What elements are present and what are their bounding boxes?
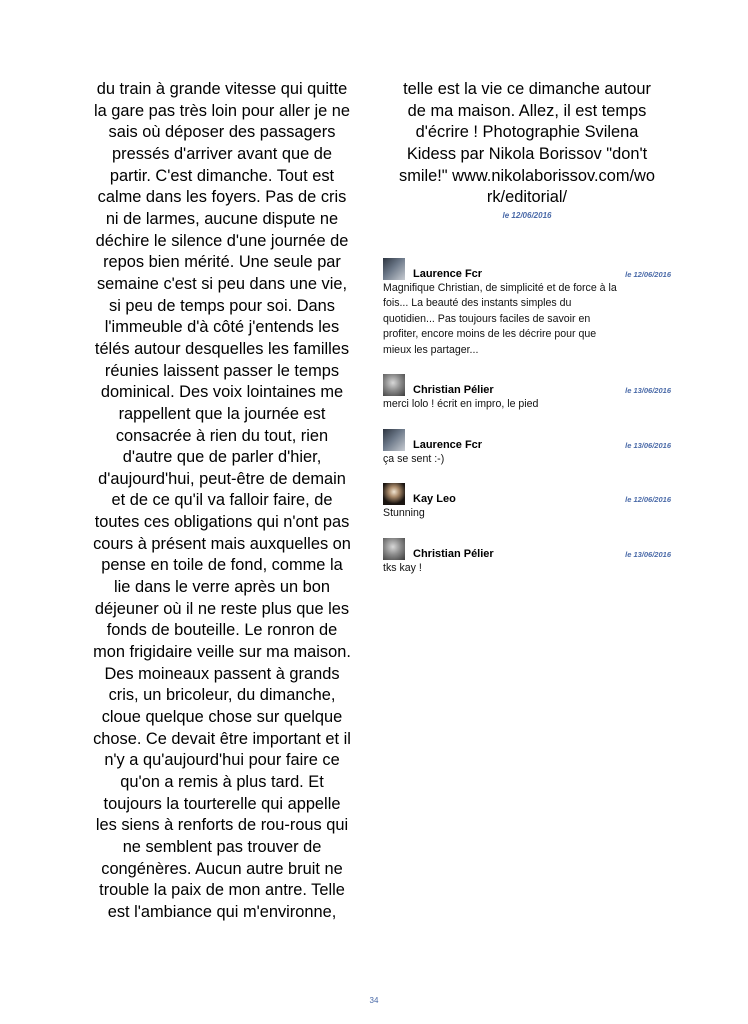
text-line: qu'on a remis à plus tard. Et xyxy=(120,773,324,791)
text-line: toujours la tourterelle qui appelle xyxy=(103,794,341,813)
comment xyxy=(383,374,671,413)
comments-list xyxy=(383,258,671,577)
text-line: du train à grande vitesse qui quitte xyxy=(96,80,348,98)
avatar[interactable] xyxy=(383,429,405,451)
text-line: repos bien mérité. Une seule par xyxy=(103,253,341,272)
text-line: l'immeuble d'à côté j'entends les xyxy=(104,318,340,337)
avatar[interactable] xyxy=(383,538,405,560)
comment-line: Stunning xyxy=(383,507,425,520)
post-text-line: d'écrire ! Photographie Svilena xyxy=(415,123,639,142)
post-text xyxy=(383,79,671,209)
post-text-line: de ma maison. Allez, il est temps xyxy=(407,101,647,120)
post-text-line: smile!" www.nikolaborissov.com/wo xyxy=(399,166,655,185)
text-line: sais où déposer des passagers xyxy=(108,123,336,142)
text-line: pense en toile de fond, comme la xyxy=(101,556,343,575)
post-text-line: rk/editorial/ xyxy=(486,188,568,207)
text-line: Des moineaux passent à grands xyxy=(104,664,340,683)
text-line: mon frigidaire veille sur ma maison. xyxy=(93,643,351,662)
comment xyxy=(383,538,671,577)
comment-author[interactable]: Christian Pélier xyxy=(413,547,494,560)
comment-header xyxy=(383,258,671,280)
comment-line: ça se sent :-) xyxy=(383,452,445,465)
text-line: pressés d'arriver avant que de xyxy=(112,144,332,163)
text-line: cours à présent mais auxquelles on xyxy=(93,534,351,553)
text-line: n'y a qu'aujourd'hui pour faire ce xyxy=(104,751,340,770)
text-line: réunies laissent passer le temps xyxy=(104,361,340,380)
comment-body xyxy=(383,452,671,468)
text-line: lie dans le verre après un bon xyxy=(114,578,330,597)
comment-line: Magnifique Christian, de simplicité et de force à la xyxy=(383,281,617,294)
text-line: chose. Ce devait être important et il xyxy=(93,729,351,748)
text-line: télés autour desquelles les familles xyxy=(94,339,350,358)
comment-date: le 13/06/2016 xyxy=(625,549,671,559)
text-line: déchire le silence d'une journée de xyxy=(95,231,349,250)
text-line: est l'ambiance qui m'environne, xyxy=(107,902,337,921)
text-line: trouble la paix de mon antre. Telle xyxy=(99,881,345,900)
comment-body xyxy=(383,506,671,522)
post-text-line: telle est la vie ce dimanche autour xyxy=(403,80,651,98)
comment-header xyxy=(383,483,671,505)
text-line: partir. C'est dimanche. Tout est xyxy=(109,166,335,185)
comment-author[interactable]: Kay Leo xyxy=(413,493,456,506)
text-line: et de ce qu'il va falloir faire, de xyxy=(111,491,333,510)
comment-line: quotidien... Pas toujours faciles de savoir en xyxy=(383,312,591,325)
text-line: toutes ces obligations qui n'ont pas xyxy=(94,513,350,532)
comment-author[interactable]: Laurence Fcr xyxy=(413,438,483,451)
comment-date: le 13/06/2016 xyxy=(625,440,671,450)
main-text-column xyxy=(76,79,368,924)
post-text-line: Kidess par Nikola Borissov "don't xyxy=(406,144,648,163)
text-line: consacrée à rien du tout, rien xyxy=(115,426,329,445)
post-column xyxy=(383,79,671,592)
comment-body xyxy=(383,397,671,413)
text-line: ne semblent pas trouver de xyxy=(122,837,322,856)
avatar[interactable] xyxy=(383,374,405,396)
comment-author[interactable]: Christian Pélier xyxy=(413,384,494,397)
comment-body xyxy=(383,281,671,359)
text-line: cloue quelque chose sur quelque xyxy=(101,708,343,727)
comment xyxy=(383,258,671,359)
comment-header xyxy=(383,374,671,396)
comment xyxy=(383,483,671,522)
comment-date: le 12/06/2016 xyxy=(625,495,671,505)
comment-line: profiter, encore moins de les décrire pour que xyxy=(383,328,597,341)
comment-line: tks kay ! xyxy=(383,561,422,574)
text-line: rappellent que la journée est xyxy=(118,404,326,423)
comment-line: merci lolo ! écrit en impro, le pied xyxy=(383,398,539,411)
text-line: semaine c'est si peu dans une vie, xyxy=(96,274,348,293)
comment-body xyxy=(383,561,671,577)
text-line: dominical. Des voix lointaines me xyxy=(100,383,344,402)
text-line: congénères. Aucun autre bruit ne xyxy=(101,859,343,878)
text-line: d'autre que de parler d'hier, xyxy=(122,448,322,467)
text-line: les siens à renforts de rou-rous qui xyxy=(95,816,349,835)
post-date: le 12/06/2016 xyxy=(502,210,552,220)
comment xyxy=(383,429,671,468)
text-line: la gare pas très loin pour aller je ne xyxy=(93,101,351,120)
avatar[interactable] xyxy=(383,483,405,505)
avatar[interactable] xyxy=(383,258,405,280)
comment-header xyxy=(383,429,671,451)
comment-date: le 12/06/2016 xyxy=(625,269,671,279)
text-line: ni de larmes, aucune dispute ne xyxy=(105,209,339,228)
text-line: cris, un bricoleur, du dimanche, xyxy=(108,686,336,705)
comment-date: le 13/06/2016 xyxy=(625,386,671,396)
text-line: déjeuner où il ne reste plus que les xyxy=(94,599,350,618)
comment-line: fois... La beauté des instants simples du xyxy=(383,297,572,310)
page-number: 34 xyxy=(369,996,379,1005)
comment-line: mieux les partager... xyxy=(383,343,479,356)
text-line: d'aujourd'hui, peut-être de demain xyxy=(98,469,346,488)
text-line: si peu de temps pour soi. Dans xyxy=(109,296,335,315)
text-line: fonds de bouteille. Le ronron de xyxy=(106,621,338,640)
comment-header xyxy=(383,538,671,560)
comment-author[interactable]: Laurence Fcr xyxy=(413,267,483,280)
text-line: calme dans les foyers. Pas de cris xyxy=(97,188,347,207)
